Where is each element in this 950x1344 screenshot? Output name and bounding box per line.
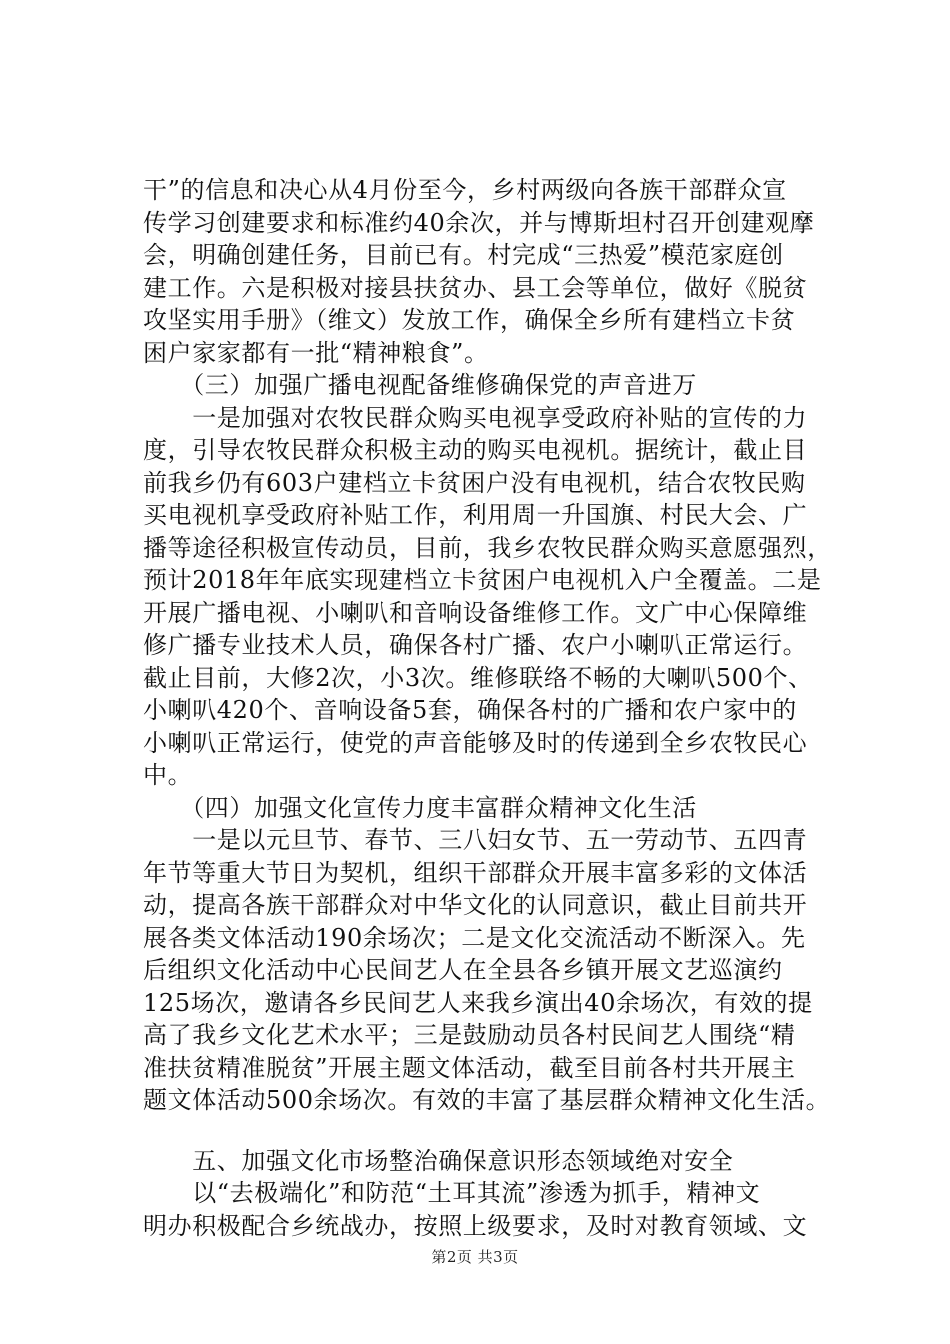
text-line: 播等途径积极宣传动员，目前，我乡农牧民群众购买意愿强烈， bbox=[143, 533, 832, 562]
text-line: 前我乡仍有603户建档立卡贫困户没有电视机，结合农牧民购 bbox=[143, 468, 806, 497]
text-line: 小喇叭正常运行，使党的声音能够及时的传递到全乡农牧民心 bbox=[143, 728, 808, 757]
text-line: 修广播专业技术人员，确保各村广播、农户小喇叭正常运行。 bbox=[143, 631, 808, 659]
section-heading-3: （三）加强广播电视配备维修确保党的声音进万 bbox=[143, 371, 697, 399]
text-line: 动，提高各族干部群众对中华文化的认同意识，截止目前共开 bbox=[143, 891, 808, 919]
text-line: 开展广播电视、小喇叭和音响设备维修工作。文广中心保障维 bbox=[143, 598, 808, 627]
text-line: 困户家家都有一批“精神粮食”。 bbox=[143, 338, 489, 367]
text-line: 买电视机享受政府补贴工作，利用周一升国旗、村民大会、广 bbox=[143, 501, 808, 529]
text-line: 以“去极端化”和防范“土耳其流”渗透为抓手，精神文 bbox=[143, 1179, 761, 1207]
text-line: 准扶贫精准脱贫”开展主题文体活动，截至目前各村共开展主 bbox=[143, 1053, 796, 1082]
page-number-footer: 第2页 共3页 bbox=[431, 1248, 519, 1266]
text-line: 干”的信息和决心从4月份至今，乡村两级向各族干部群众宣 bbox=[143, 176, 787, 204]
text-line: 建工作。六是积极对接县扶贫办、县工会等单位，做好《脱贫 bbox=[143, 273, 808, 302]
text-line: 传学习创建要求和标准约40余次，并与博斯坦村召开创建观摩 bbox=[143, 208, 815, 237]
section-heading-5: 五、加强文化市场整治确保意识形态领域绝对安全 bbox=[143, 1146, 734, 1175]
document-body bbox=[143, 174, 853, 1242]
text-line: 截止目前，大修2次，小3次。维修联络不畅的大喇叭500个、 bbox=[143, 663, 813, 692]
text-line: 年节等重大节日为契机，组织干部群众开展丰富多彩的文体活 bbox=[143, 858, 808, 887]
text-line: 一是以元旦节、春节、三八妇女节、五一劳动节、五四青 bbox=[143, 826, 808, 854]
paragraph-gap bbox=[143, 1117, 853, 1145]
text-line: 高了我乡文化艺术水平；三是鼓励动员各村民间艺人围绕“精 bbox=[143, 1021, 796, 1049]
text-line: 中。 bbox=[143, 761, 193, 789]
text-line: 攻坚实用手册》（维文）发放工作，确保全乡所有建档立卡贫 bbox=[143, 306, 796, 334]
text-line: 后组织文化活动中心民间艺人在全县各乡镇开展文艺巡演约 bbox=[143, 956, 783, 984]
text-line: 展各类文体活动190余场次；二是文化交流活动不断深入。先 bbox=[143, 923, 806, 952]
text-line: 125场次，邀请各乡民间艺人来我乡演出40余场次，有效的提 bbox=[143, 988, 813, 1017]
text-line: 明办积极配合乡统战办，按照上级要求，及时对教育领域、文 bbox=[143, 1211, 808, 1240]
text-line: 预计2018年年底实现建档立卡贫困户电视机入户全覆盖。二是 bbox=[143, 566, 822, 594]
text-line: 一是加强对农牧民群众购买电视享受政府补贴的宣传的力 bbox=[143, 403, 808, 432]
text-line: 会，明确创建任务，目前已有。村完成“三热爱”模范家庭创 bbox=[143, 241, 784, 269]
text-line: 题文体活动500余场次。有效的丰富了基层群众精神文化生活。 bbox=[143, 1086, 831, 1114]
text-line: 度，引导农牧民群众积极主动的购买电视机。据统计，截止目 bbox=[143, 436, 808, 464]
section-heading-4: （四）加强文化宣传力度丰富群众精神文化生活 bbox=[143, 793, 697, 822]
text-line: 小喇叭420个、音响设备5套，确保各村的广播和农户家中的 bbox=[143, 696, 797, 724]
